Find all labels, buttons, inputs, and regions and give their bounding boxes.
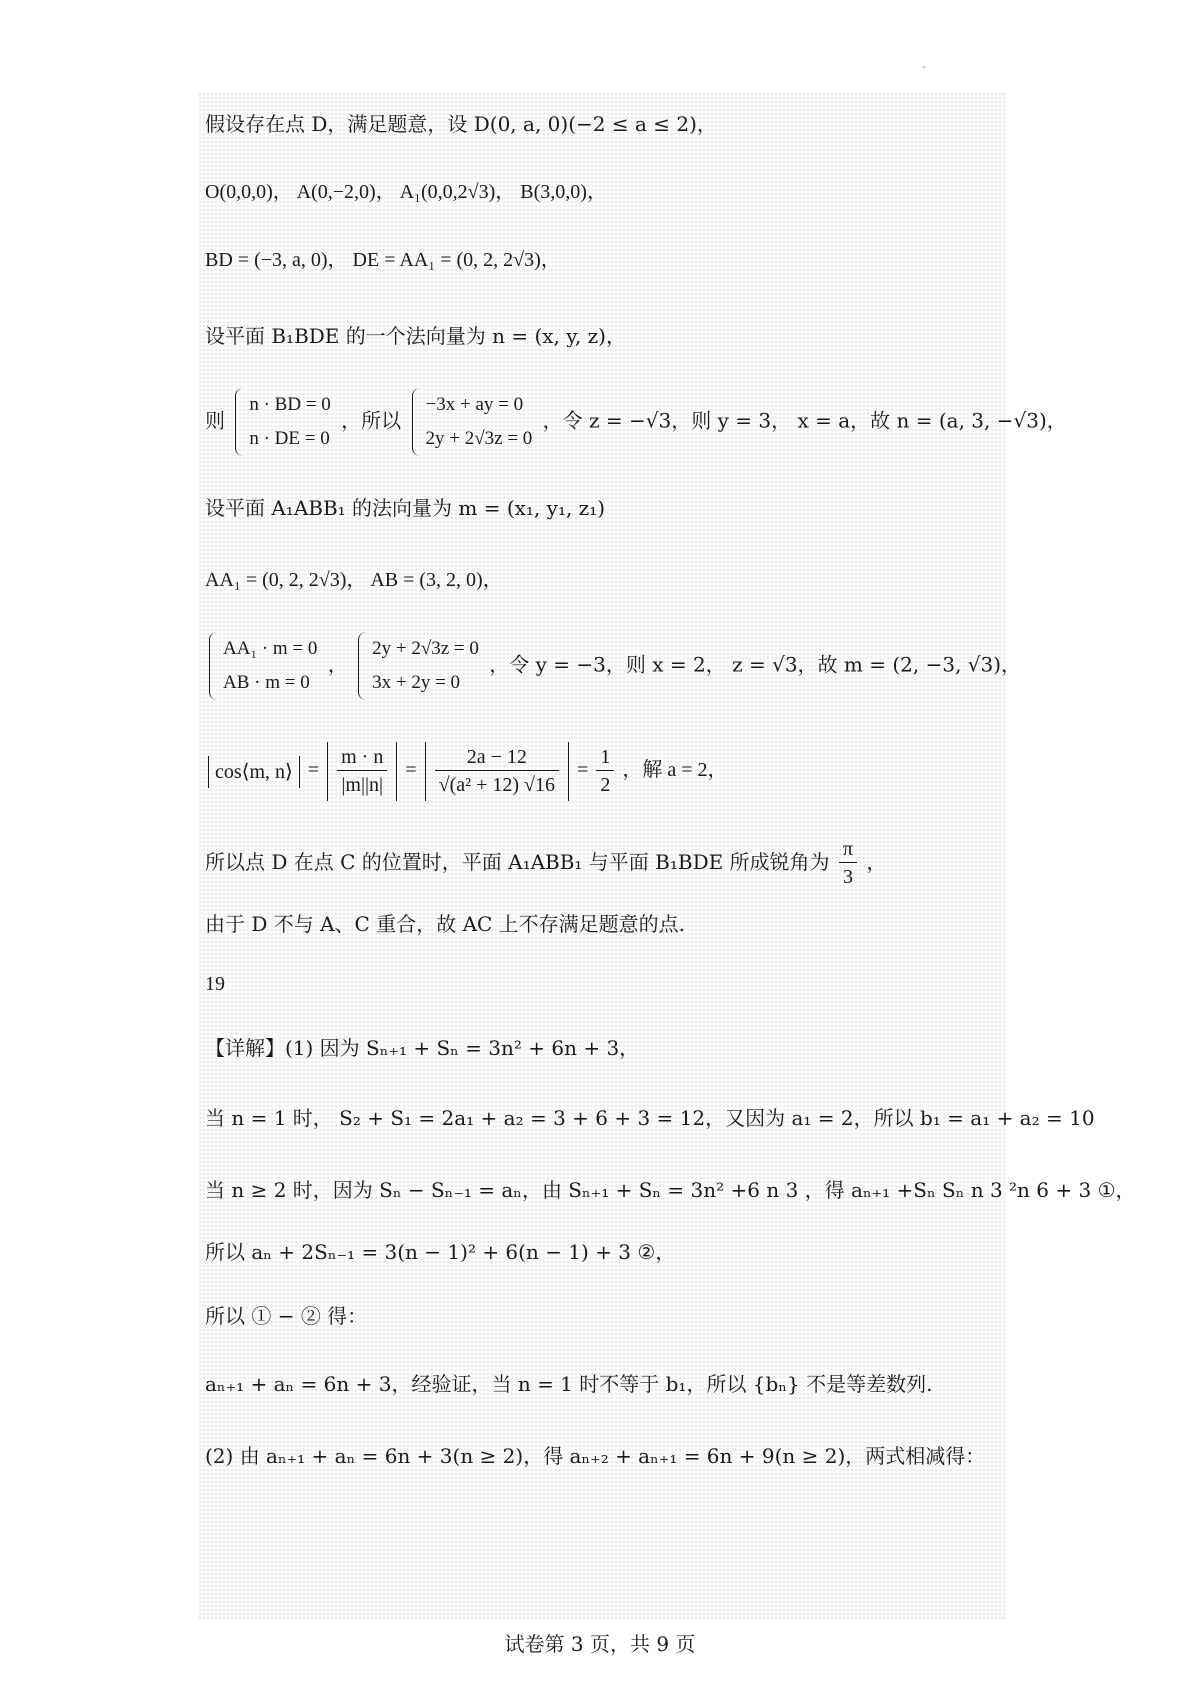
system-row: AA₁ · m = 0 [223,638,318,659]
system-row: n · BD = 0 [249,394,331,415]
line-conclusion: 由于 D 不与 A、C 重合，故 AC 上不存满足题意的点. [205,912,686,936]
line-vectors-aa1-ab: AA₁ = (0, 2, 2√3)， AB = (3, 2, 0)， [205,569,503,591]
line-normal-m-system: AA₁ · m = 0 AB · m = 0 ， 2y + 2√3z = 0 3x + 2y = 0 ，令 y = −3，则 x = 2， z = √3，故 m = (2, −3, √3)， [205,632,1021,700]
equation-system-xyz [412,388,533,456]
fraction-numerator: 2a − 12 [435,744,559,771]
abs-frac-1 [327,742,397,801]
line-coordinates: O(0,0,0)， A(0,−2,0)， A₁(0,0,2√3)， B(3,0,0)， [205,181,607,203]
fraction-denominator: 3 [842,866,853,888]
line-normal-n-system [205,388,1067,456]
line-result-not-arithmetic: aₙ₊₁ + aₙ = 6n + 3，经验证，当 n = 1 时不等于 b₁，所以 {bₙ} 不是等差数列. [205,1372,933,1396]
line-vectors-bd-de: BD = (−3, a, 0)， DE = AA₁ = (0, 2, 2√3)， [205,249,561,271]
left-brace-icon [209,632,220,700]
line-plane-a1abb1-normal: 设平面 A₁ABB₁ 的法向量为 m = (x₁, y₁, z₁) [205,496,606,520]
normal-m-result: ，令 y = −3，则 x = 2， z = √3，故 m = (2, −3, √3)， [489,652,1022,677]
line-part-2: (2) 由 aₙ₊₁ + aₙ = 6n + 3(n ≥ 2)，得 aₙ₊₂ + aₙ₊₁ = 6n + 9(n ≥ 2)，两式相减得： [205,1444,986,1468]
fraction-numerator: m · n [337,744,387,771]
system-row: 2y + 2√3z = 0 [372,638,479,659]
cos-expression: cos⟨m, n⟩ [215,760,293,783]
equation-system-m [209,632,317,700]
line-n-geq-2: 当 n ≥ 2 时，因为 Sₙ − Sₙ₋₁ = aₙ，由 Sₙ₊₁ + Sₙ = 3n² +6 n 3 ，得 aₙ₊₁ +Sₙ Sₙ n 3 ²n 6 + 3 ①， [205,1178,1136,1202]
fraction-denominator: 2 [600,774,611,796]
fraction-numerator: 1 [596,744,614,771]
system-row: −3x + ay = 0 [425,394,524,415]
line-subtract: 所以 ① − ② 得： [205,1304,368,1328]
line-acute-angle [205,836,886,891]
equation-system-xyz-m [358,632,479,700]
acute-angle-text: 所以点 D 在点 C 的位置时，平面 A₁ABB₁ 与平面 B₁BDE 所成锐角为 [205,850,830,874]
so-label: ，所以 [341,408,402,433]
line-detail-1: 【详解】(1) 因为 Sₙ₊₁ + Sₙ = 3n² + 6n + 3， [205,1036,640,1060]
fraction-pi-over-3 [839,836,857,891]
abs-cos [208,756,300,788]
line-plane-b1bde-normal: 设平面 B₁BDE 的一个法向量为 n = (x, y, z)， [205,324,626,348]
left-brace-icon [412,388,423,456]
abs-frac-2 [425,742,569,801]
page-marker: - [922,62,926,73]
left-brace-icon [358,632,369,700]
fraction-mn [337,744,387,799]
page-footer: 试卷第 3 页，共 9 页 [504,1632,696,1656]
equation-system-n [235,388,330,456]
fraction-denominator: √(a² + 12) √16 [438,774,556,796]
line-assume-point-d: 假设存在点 D，满足题意，设 D(0, a, 0)(−2 ≤ a ≤ 2)， [205,112,717,136]
system-row: n · DE = 0 [249,428,330,449]
normal-n-result: ，令 z = −√3，则 y = 3， x = a，故 n = (a, 3, −√3)， [542,408,1067,433]
fraction-denominator: |m||n| [341,774,383,796]
solve-a: ，解 a = 2， [622,759,728,782]
left-brace-icon [235,388,246,456]
fraction-half [596,744,614,799]
fraction-a [435,744,559,799]
question-number: 19 [205,973,225,995]
line-cosine-angle: cos⟨m, n⟩ = $\frac{m \cdot n}{|m||n|}$ = $\frac{2a - 12}{\text{√(a² + 12) √16}}$ = $\frac{1}{2}$ ，解 a = 2， [205,742,727,801]
system-row: 2y + 2√3z = 0 [425,428,533,449]
system-row: 3x + 2y = 0 [372,672,461,693]
line-n-equals-1: 当 n = 1 时， S₂ + S₁ = 2a₁ + a₂ = 3 + 6 + 3 = 12，又因为 a₁ = 2，所以 b₁ = a₁ + a₂ = 10 [205,1106,1095,1130]
system-row: AB · m = 0 [223,672,310,693]
fraction-numerator: π [839,836,857,863]
then-label: 则 [205,408,225,433]
comma: ， [866,850,887,874]
line-equation-2: 所以 aₙ + 2Sₙ₋₁ = 3(n − 1)² + 6(n − 1) + 3 ②， [205,1240,676,1264]
